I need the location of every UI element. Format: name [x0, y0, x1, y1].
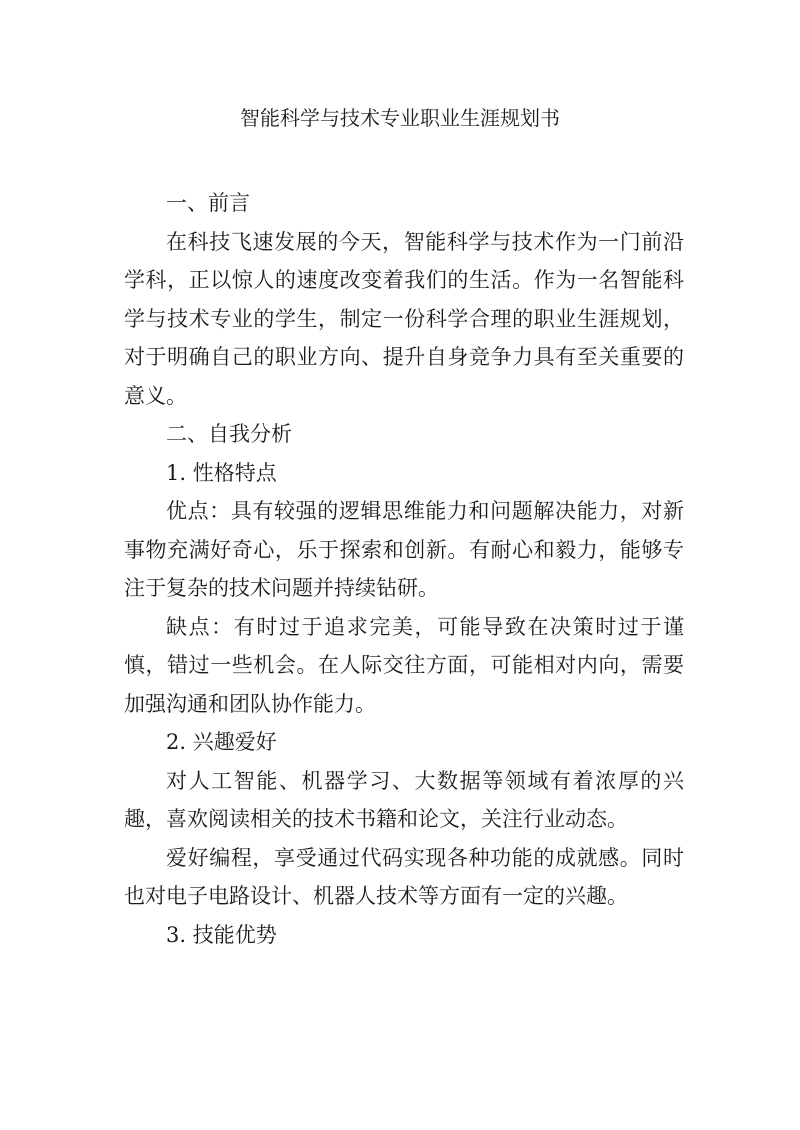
paragraph-preface: 在科技飞速发展的今天，智能科学与技术作为一门前沿学科，正以惊人的速度改变着我们的生活。作为一名智能科学与技术专业的学生，制定一份科学合理的职业生涯规划，对于明确自己的职业方向、提升自身竞争力具有至关重要的意义。 [124, 229, 684, 408]
paragraph-interests-1: 对人工智能、机器学习、大数据等领域有着浓厚的兴趣，喜欢阅读相关的技术书籍和论文，关注行业动态。 [124, 768, 684, 831]
subheading-skills: 3. 技能优势 [166, 922, 277, 947]
subheading-personality: 1. 性格特点 [166, 460, 277, 485]
paragraph-interests-2: 爱好编程，享受通过代码实现各种功能的成就感。同时也对电子电路设计、机器人技术等方面有一定的兴趣。 [124, 845, 684, 908]
document-title: 智能科学与技术专业职业生涯规划书 [240, 106, 560, 130]
document-body [124, 184, 684, 954]
paragraph-weaknesses: 缺点：有时过于追求完美，可能导致在决策时过于谨慎，错过一些机会。在人际交往方面，可能相对内向，需要加强沟通和团队协作能力。 [124, 614, 684, 716]
paragraph-strengths: 优点：具有较强的逻辑思维能力和问题解决能力，对新事物充满好奇心，乐于探索和创新。有耐心和毅力，能够专注于复杂的技术问题并持续钻研。 [124, 499, 684, 600]
heading-preface: 一、前言 [166, 191, 250, 215]
subheading-interests: 2. 兴趣爱好 [166, 730, 277, 754]
heading-self-analysis: 二、自我分析 [166, 422, 292, 446]
